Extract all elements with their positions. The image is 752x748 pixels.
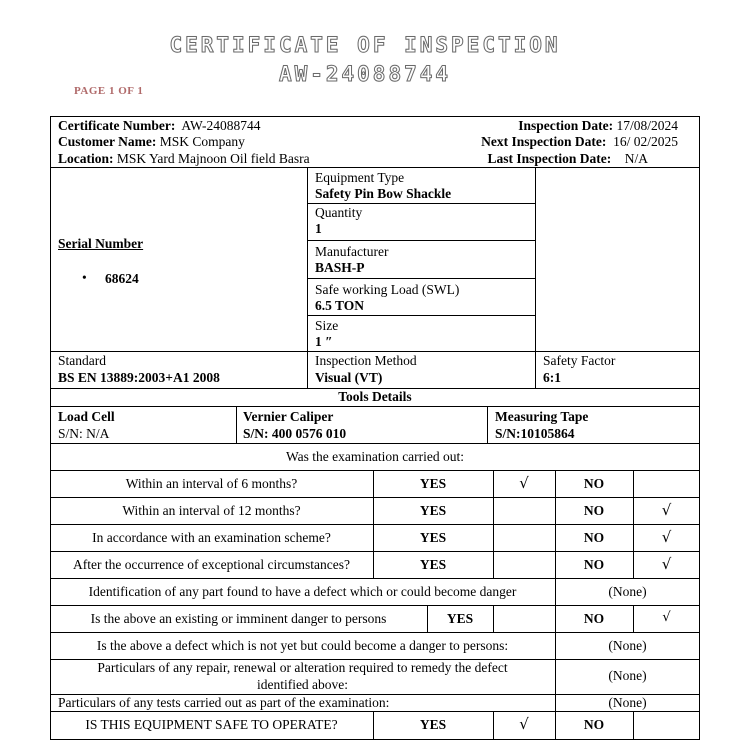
swl-label: Safe working Load (SWL) (315, 282, 460, 297)
tests-question: Particulars of any tests carried out as part of the examination: (58, 695, 390, 710)
defect-question: Identification of any part found to have a defect which or could become danger (88, 584, 517, 599)
yes-checkmark: √ (519, 715, 529, 733)
quantity-value: 1 (315, 221, 322, 236)
location: Location: MSK Yard Majnoon Oil field Basra (58, 151, 310, 166)
certificate-number-title: AW-24088744 (278, 62, 452, 86)
tool-name: Vernier Caliper (243, 409, 334, 424)
yes-checkmark: √ (519, 474, 529, 492)
standard-value: BS EN 13889:2003+A1 2008 (58, 370, 220, 385)
exam-heading: Was the examination carried out: (285, 449, 465, 464)
repair-answer: (None) (608, 668, 647, 683)
safety-factor-label: Safety Factor (543, 353, 616, 368)
quantity-label: Quantity (315, 205, 363, 220)
yes-label: YES (446, 611, 474, 626)
tool-serial: S/N:10105864 (495, 426, 575, 441)
size-value: 1 ″ (315, 334, 333, 349)
inspection-date: Inspection Date: 17/08/2024 (518, 118, 678, 133)
tests-answer: (None) (608, 695, 647, 710)
no-label: NO (583, 476, 605, 491)
size-label: Size (315, 318, 339, 333)
serial-number-value: 68624 (105, 271, 139, 286)
equipment-type-label: Equipment Type (315, 170, 405, 185)
no-label: NO (583, 530, 605, 545)
no-label: NO (583, 557, 605, 572)
last-inspection-date: Last Inspection Date: N/A (487, 151, 648, 166)
safety-factor-value: 6:1 (543, 370, 561, 385)
tool-serial: S/N: 400 0576 010 (243, 426, 347, 441)
manufacturer-value: BASH-P (315, 260, 365, 275)
certificate-number: Certificate Number: AW-24088744 (58, 118, 261, 133)
no-label: NO (583, 611, 605, 626)
inspection-method-value: Visual (VT) (315, 370, 383, 385)
yes-label: YES (419, 557, 447, 572)
not-yet-danger-answer: (None) (608, 638, 647, 653)
no-label: NO (583, 717, 605, 732)
standard-label: Standard (58, 353, 106, 368)
tool-name: Load Cell (58, 409, 115, 424)
no-checkmark: √ (661, 555, 672, 573)
no-checkmark: √ (661, 528, 672, 546)
tool-name: Measuring Tape (495, 409, 589, 424)
exam-question: In accordance with an examination scheme? (92, 530, 331, 545)
next-inspection-date: Next Inspection Date: 16/ 02/2025 (481, 134, 678, 149)
equipment-type-value: Safety Pin Bow Shackle (315, 186, 452, 201)
not-yet-danger-question: Is the above a defect which is not yet but could become a danger to persons: (96, 638, 509, 653)
serial-number-label: Serial Number (58, 236, 144, 251)
customer-name: Customer Name: MSK Company (58, 134, 245, 149)
defect-answer: (None) (608, 584, 647, 599)
yes-label: YES (419, 476, 447, 491)
safe-to-operate-question: IS THIS EQUIPMENT SAFE TO OPERATE? (85, 717, 338, 732)
yes-label: YES (419, 530, 447, 545)
danger-question: Is the above an existing or imminent danger to persons (90, 611, 387, 626)
repair-question: Particulars of any repair, renewal or alteration required to remedy the defect (97, 660, 508, 675)
tools-heading: Tools Details (338, 389, 412, 404)
repair-question-cont: identified above: (256, 677, 349, 692)
no-label: NO (583, 503, 605, 518)
yes-label: YES (419, 503, 447, 518)
inspection-method-label: Inspection Method (315, 353, 417, 368)
manufacturer-label: Manufacturer (315, 244, 389, 259)
serial-bullet: • (82, 270, 87, 285)
no-checkmark: √ (662, 610, 671, 625)
exam-question: After the occurrence of exceptional circumstances? (73, 557, 350, 572)
tool-serial: S/N: N/A (58, 426, 110, 441)
yes-label: YES (419, 717, 447, 732)
exam-question: Within an interval of 12 months? (122, 503, 301, 518)
certificate-title: CERTIFICATE OF INSPECTION (169, 33, 561, 57)
page-indicator: PAGE 1 OF 1 (74, 85, 144, 97)
exam-question: Within an interval of 6 months? (125, 476, 298, 491)
no-checkmark: √ (661, 501, 672, 519)
swl-value: 6.5 TON (315, 298, 365, 313)
